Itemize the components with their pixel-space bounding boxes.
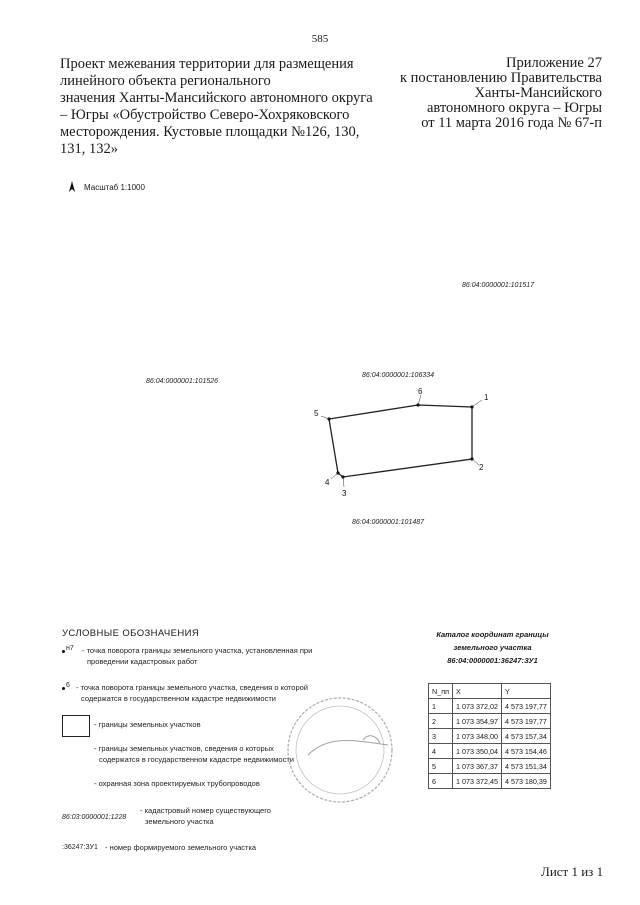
table-cell: 1 073 354,97	[452, 714, 501, 729]
catalog-title	[415, 628, 570, 667]
table-cell: 2	[429, 714, 453, 729]
cadastral-label-101517: 86:04:0000001:101517	[462, 282, 535, 289]
legend-new-parcel-desc: - номер формируемого земельного участка	[105, 843, 257, 852]
table-header-cell: Y	[501, 684, 550, 699]
project-title-line: значения Ханты-Мансийского автономного округа	[60, 90, 373, 106]
legend-new-parcel-example: :36247:ЗУ1	[62, 844, 98, 851]
table-row	[429, 699, 551, 714]
table-cell: 4 573 154,46	[501, 744, 550, 759]
project-title-line: 131, 132»	[60, 141, 118, 157]
scale-label: Масштаб 1:1000	[84, 182, 145, 192]
legend-boundaries-text: - границы земельных участков	[94, 720, 201, 729]
project-title-line: линейного объекта регионального	[60, 73, 271, 89]
project-title-line: месторождения. Кустовые площадки №126, 130,	[60, 124, 360, 140]
legend-new-point-text: - точка поворота границы земельного участка, установленная при	[82, 646, 313, 655]
table-cell: 3	[429, 729, 453, 744]
table-cell: 1 073 372,02	[452, 699, 501, 714]
coordinates-table	[428, 683, 551, 789]
legend-registered-boundaries-text: содержатся в государственном кадастре недвижимости	[99, 755, 294, 764]
legend-existing-point-text: содержатся в государственном кадастре недвижимости	[81, 694, 276, 703]
point-label-6: 6	[418, 387, 423, 396]
sheet-number: Лист 1 из 1	[541, 864, 604, 879]
table-cell: 1 073 372,45	[452, 774, 501, 789]
point-label-2: 2	[479, 463, 484, 472]
table-cell: 4 573 157,34	[501, 729, 550, 744]
cadastral-label-101526: 86:04:0000001:101526	[146, 378, 219, 385]
cadastral-label-106334: 86:04:0000001:106334	[362, 372, 435, 379]
point-label-1: 1	[484, 393, 489, 402]
table-header-cell: X	[452, 684, 501, 699]
legend-new-point-text: проведении кадастровых работ	[87, 657, 198, 666]
catalog-title-line: Каталог координат границы	[436, 630, 549, 639]
table-cell: 4 573 151,34	[501, 759, 550, 774]
table-cell: 1 073 367,37	[452, 759, 501, 774]
table-row	[429, 759, 551, 774]
legend-cadastral-example-desc-line: земельного участка	[145, 817, 214, 826]
legend-security-zone-text: - охранная зона проектируемых трубопроводов	[94, 779, 260, 788]
appendix-line: от 11 марта 2016 года № 67-п	[421, 115, 602, 131]
legend-existing-point-marker: 6	[66, 682, 70, 689]
table-row	[429, 729, 551, 744]
project-title-line: Проект межевания территории для размещения	[60, 56, 354, 72]
page-number: 585	[311, 33, 329, 45]
legend-cadastral-example-desc-line: - кадастровый номер существующего	[140, 806, 271, 815]
boundary-points	[327, 403, 473, 478]
table-cell: 4 573 180,39	[501, 774, 550, 789]
legend-boundary-swatch	[62, 715, 90, 737]
appendix-line: к постановлению Правительства	[400, 70, 602, 86]
appendix-line: Приложение 27	[506, 55, 602, 71]
project-title-line: – Югры «Обустройство Северо-Хохряковского	[60, 107, 350, 123]
legend-cadastral-example: 86:03:0000001:1228	[62, 814, 127, 821]
catalog-title-line: земельного участка	[453, 643, 532, 652]
appendix-line: автономного округа – Югры	[426, 100, 602, 116]
table-cell: 1	[429, 699, 453, 714]
parcel-boundary	[329, 405, 472, 477]
legend-title: УСЛОВНЫЕ ОБОЗНАЧЕНИЯ	[62, 628, 200, 639]
table-cell: 1 073 350,04	[452, 744, 501, 759]
point-label-3: 3	[342, 489, 347, 498]
cadastral-label-101487: 86:04:0000001:101487	[352, 519, 425, 526]
catalog-title-line: 86:04:0000001:36247:ЗУ1	[447, 656, 538, 665]
table-row	[429, 774, 551, 789]
legend-registered-boundaries-text: - границы земельных участков, сведения о которых	[94, 744, 274, 753]
appendix-line: Ханты-Мансийского	[474, 85, 602, 101]
table-cell: 4 573 197,77	[501, 699, 550, 714]
table-cell: 4	[429, 744, 453, 759]
table-cell: 5	[429, 759, 453, 774]
table-header-row	[429, 684, 551, 699]
point-label-4: 4	[325, 478, 330, 487]
point-label-5: 5	[314, 409, 319, 418]
legend-existing-point-text: - точка поворота границы земельного участка, сведения о которой	[76, 683, 308, 692]
table-row	[429, 714, 551, 729]
table-cell: 1 073 348,00	[452, 729, 501, 744]
legend-new-point-marker: н7	[66, 645, 74, 652]
official-stamp-seal	[268, 695, 408, 815]
table-header-cell: N_пп	[429, 684, 453, 699]
table-cell: 4 573 197,77	[501, 714, 550, 729]
table-cell: 6	[429, 774, 453, 789]
table-row	[429, 744, 551, 759]
